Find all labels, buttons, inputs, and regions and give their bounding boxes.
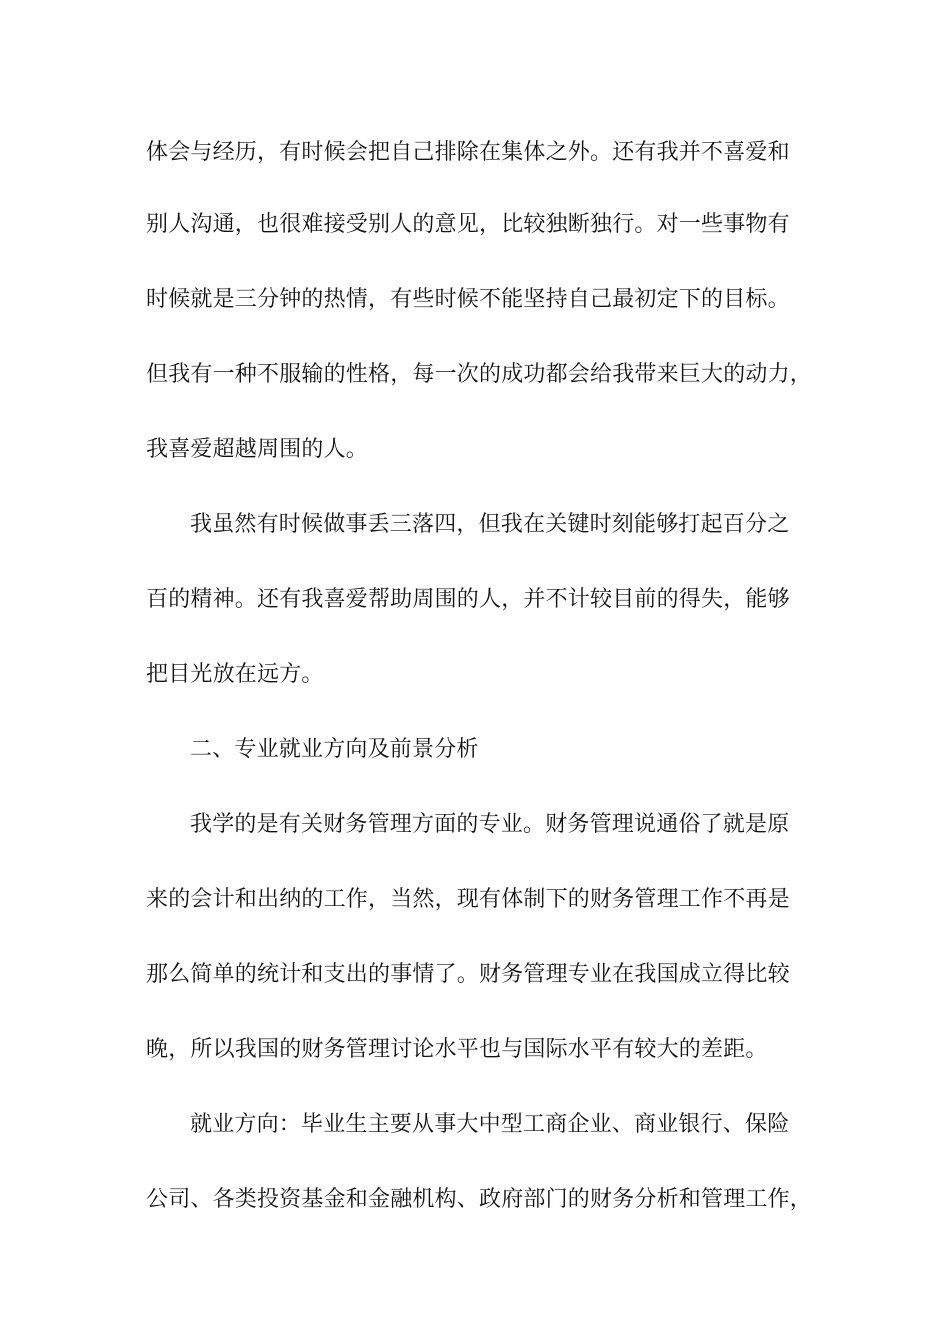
text-line: 百的精神。还有我喜爱帮助周围的人，并不计较目前的得失，能够 (146, 587, 790, 612)
text-line: 把目光放在远方。 (146, 662, 324, 687)
text-line: 来的会计和出纳的工作，当然，现有体制下的财务管理工作不再是 (146, 887, 790, 912)
text-line: 我喜爱超越周围的人。 (146, 437, 369, 462)
text-line: 体会与经历，有时候会把自己排除在集体之外。还有我并不喜爱和 (146, 140, 790, 165)
text-line: 时候就是三分钟的热情，有些时候不能坚持自己最初定下的目标。 (146, 287, 790, 312)
text-line: 但我有一种不服输的性格，每一次的成功都会给我带来巨大的动力， (146, 362, 813, 387)
text-line: 那么简单的统计和支出的事情了。财务管理专业在我国成立得比较 (146, 962, 790, 987)
text-line: 就业方向：毕业生主要从事大中型工商企业、商业银行、保险 (190, 1112, 790, 1137)
text-line: 公司、各类投资基金和金融机构、政府部门的财务分析和管理工作， (146, 1187, 813, 1212)
text-line: 我虽然有时候做事丢三落四，但我在关键时刻能够打起百分之 (190, 512, 790, 537)
text-line: 别人沟通，也很难接受别人的意见，比较独断独行。对一些事物有 (146, 212, 790, 237)
text-line: 晚，所以我国的财务管理讨论水平也与国际水平有较大的差距。 (146, 1037, 768, 1062)
section-heading: 二、专业就业方向及前景分析 (190, 737, 479, 762)
text-line: 我学的是有关财务管理方面的专业。财务管理说通俗了就是原 (190, 812, 790, 837)
